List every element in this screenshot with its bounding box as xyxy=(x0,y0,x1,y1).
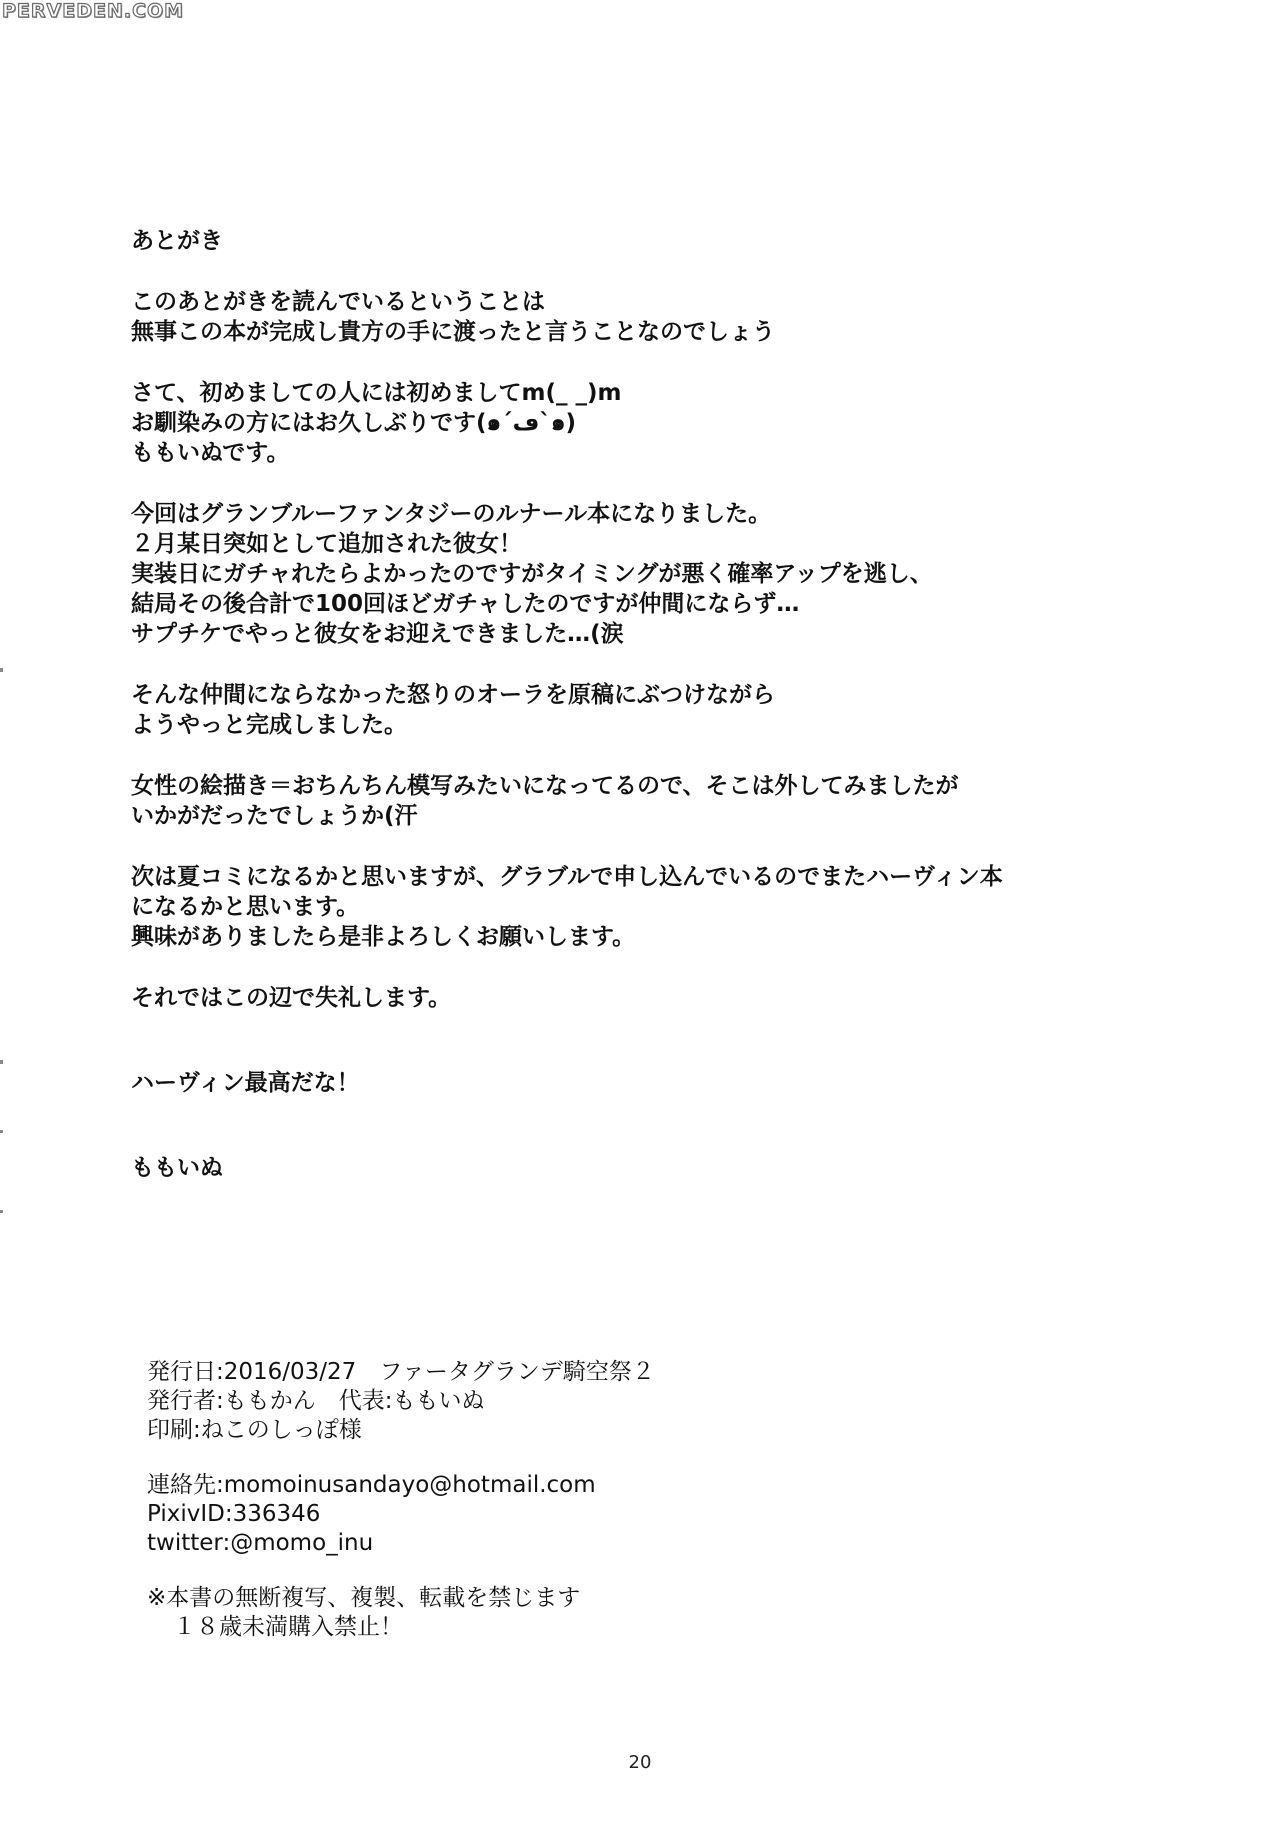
contact-email: 連絡先:momoinusandayo@hotmail.com xyxy=(147,1472,596,1498)
afterword-line: 興味がありましたら是非よろしくお願いします。 xyxy=(131,924,636,950)
printer: 印刷:ねこのしっぽ様 xyxy=(147,1417,362,1443)
pixiv-id: PixivID:336346 xyxy=(147,1501,321,1527)
scan-edge-mark xyxy=(0,1060,3,1064)
afterword-line: このあとがきを読んでいるということは xyxy=(131,289,545,315)
afterword-heading: あとがき xyxy=(131,228,223,254)
afterword-line: さて、初めましての人には初めましてm(_ _)m xyxy=(131,380,622,406)
afterword-section xyxy=(131,226,1171,1183)
author-signature: ももいぬ xyxy=(131,1155,223,1181)
afterword-line: ももいぬです。 xyxy=(131,440,290,466)
afterword-line: 無事この本が完成し貴方の手に渡ったと言うことなのでしょう xyxy=(131,319,775,345)
scan-edge-mark xyxy=(0,668,3,672)
afterword-line: ２月某日突如として追加された彼女！ xyxy=(131,531,522,557)
afterword-line: いかがだったでしょうか(汗 xyxy=(131,803,418,829)
afterword-line: 女性の絵描き＝おちんちん模写みたいになってるので、そこは外してみましたが xyxy=(131,773,959,799)
afterword-line: 実装日にガチャれたらよかったのですがタイミングが悪く確率アップを逃し、 xyxy=(131,561,933,587)
page-number: 20 xyxy=(628,1752,652,1773)
afterword-line: 結局その後合計で100回ほどガチャしたのですが仲間にならず… xyxy=(131,591,800,617)
scan-edge-mark xyxy=(0,1210,3,1213)
afterword-line: 今回はグランブルーファンタジーのルナール本になりました。 xyxy=(131,501,772,527)
scan-edge-mark xyxy=(0,1130,3,1133)
site-watermark: PERVEDEN.COM xyxy=(2,0,185,22)
afterword-line: それではこの辺で失礼します。 xyxy=(131,985,452,1011)
afterword-line: になるかと思います。 xyxy=(131,894,360,920)
afterword-line: 次は夏コミになるかと思いますが、グラブルで申し込んでいるのでまたハーヴィン本 xyxy=(131,864,1003,890)
age-restriction-notice: １８歳未満購入禁止！ xyxy=(173,1614,403,1640)
afterword-line: お馴染みの方にはお久しぶりです(๑´ڡ`๑) xyxy=(131,410,576,436)
publish-date: 発行日:2016/03/27 ファータグランデ騎空祭２ xyxy=(147,1359,655,1385)
twitter-handle: twitter:@momo_inu xyxy=(147,1530,374,1556)
afterword-line: ようやっと完成しました。 xyxy=(131,712,407,738)
colophon xyxy=(147,1358,947,1642)
copyright-notice: ※本書の無断複写、複製、転載を禁じます xyxy=(147,1585,581,1611)
afterword-line: サプチケでやっと彼女をお迎えできました…(涙 xyxy=(131,621,624,647)
publisher: 発行者:ももかん 代表:ももいぬ xyxy=(147,1388,485,1414)
afterword-exclamation: ハーヴィン最高だな！ xyxy=(131,1070,360,1096)
afterword-line: そんな仲間にならなかった怒りのオーラを原稿にぶつけながら xyxy=(131,682,775,708)
